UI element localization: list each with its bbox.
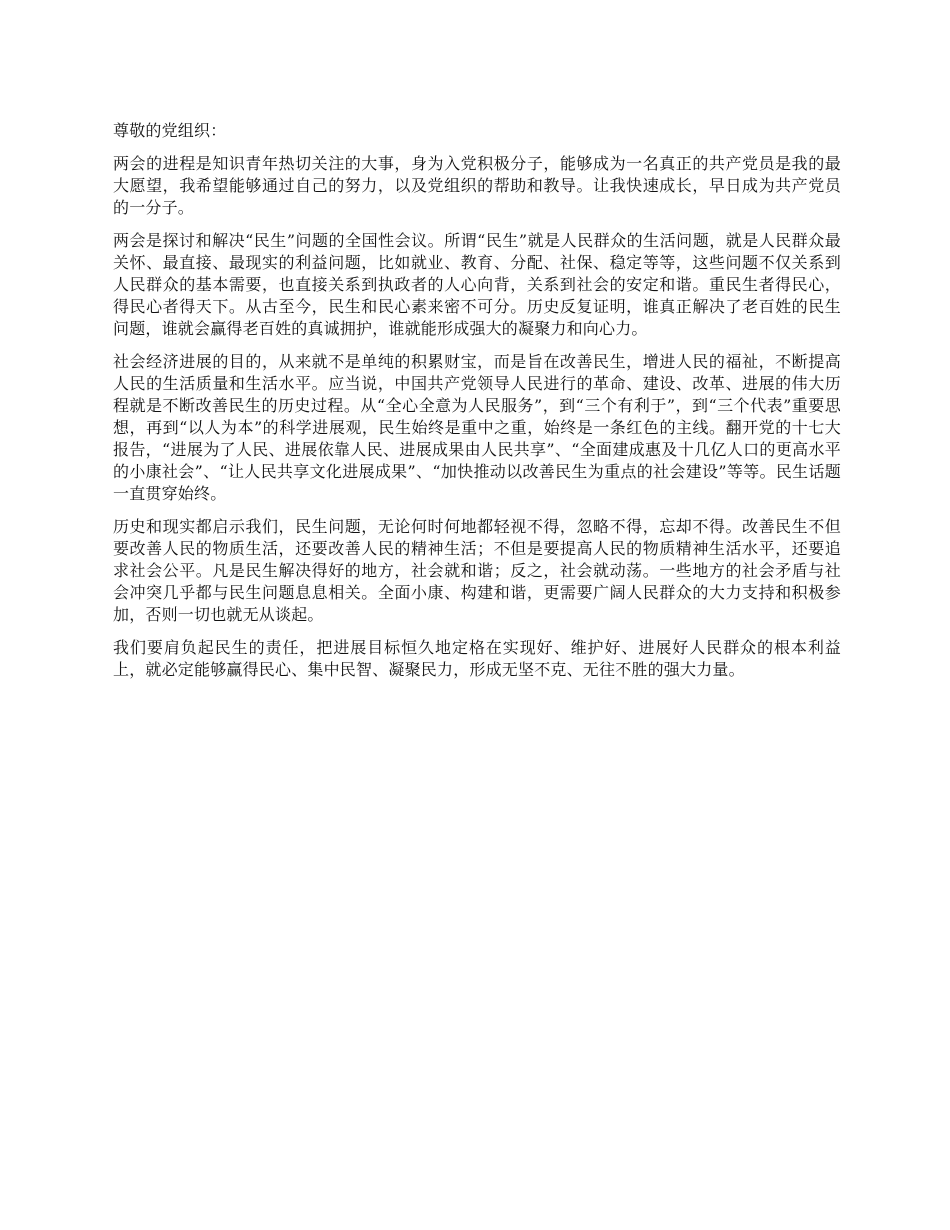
salutation: 尊敬的党组织： xyxy=(113,121,227,140)
paragraph-3: 社会经济进展的目的，从来就不是单纯的积累财宝，而是旨在改善民生，增进人民的福祉，不断提高人民的生活质量和生活水平。应当说，中国共产党领导人民进行的革命、建设、改革、进展的伟大历程就是不断改善民生的历史过程。从“全心全意为人民服务”，到“三个有利于”，到“三个代表”重要思想，再到“以人为本”的科学进展观，民生始终是重中之重，始终是一条红色的主线。翻开党的十七大报告，“进展为了人民、进展依靠人民、进展成果由人民共享”、“全面建成惠及十几亿人口的更高水平的小康社会”、“让人民共享文化进展成果”、“加快推动以改善民生为重点的社会建设”等等。民生话题一直贯穿始终。 xyxy=(113,352,841,503)
paragraph-5: 我们要肩负起民生的责任，把进展目标恒久地定格在实现好、维护好、进展好人民群众的根本利益上，就必定能够赢得民心、集中民智、凝聚民力，形成无坚不克、无往不胜的强大力量。 xyxy=(113,638,841,679)
document-body xyxy=(113,120,841,692)
paragraph-1: 两会的进程是知识青年热切关注的大事，身为入党积极分子，能够成为一名真正的共产党员是我的最大愿望，我希望能够通过自己的努力，以及党组织的帮助和教导。让我快速成长，早日成为共产党员的一分子。 xyxy=(113,154,841,217)
paragraph-2: 两会是探讨和解决“民生”问题的全国性会议。所谓“民生”就是人民群众的生活问题，就是人民群众最关怀、最直接、最现实的利益问题，比如就业、教育、分配、社保、稳定等等，这些问题不仅关系到人民群众的基本需要，也直接关系到执政者的人心向背，关系到社会的安定和谐。重民生者得民心，得民心者得天下。从古至今，民生和民心素来密不可分。历史反复证明，谁真正解决了老百姓的民生问题，谁就会赢得老百姓的真诚拥护，谁就能形成强大的凝聚力和向心力。 xyxy=(113,231,841,338)
paragraph-4: 历史和现实都启示我们，民生问题，无论何时何地都轻视不得，忽略不得，忘却不得。改善民生不但要改善人民的物质生活，还要改善人民的精神生活；不但是要提高人民的物质精神生活水平，还要追求社会公平。凡是民生解决得好的地方，社会就和谐；反之，社会就动荡。一些地方的社会矛盾与社会冲突几乎都与民生问题息息相关。全面小康、构建和谐，更需要广阔人民群众的大力支持和积极参加，否则一切也就无从谈起。 xyxy=(113,517,841,624)
